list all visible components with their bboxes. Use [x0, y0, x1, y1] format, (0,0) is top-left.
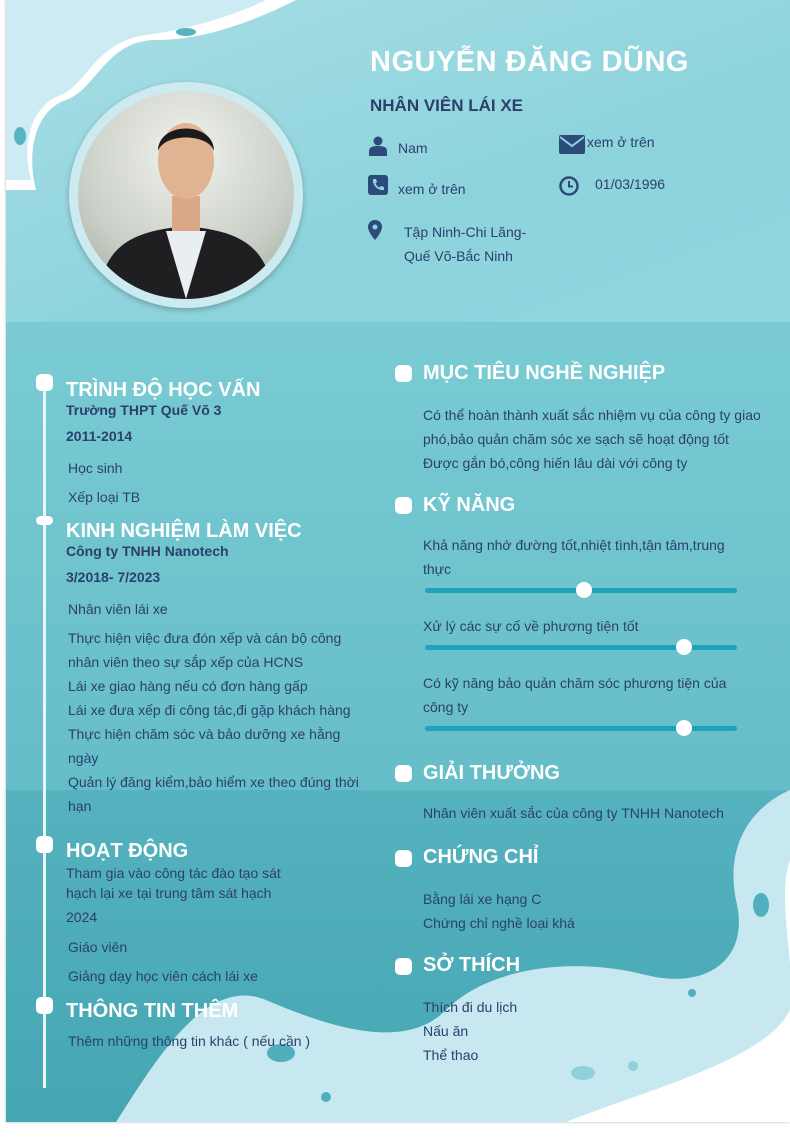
skill-level-knob	[576, 582, 592, 598]
list-item: Giáo viên	[68, 939, 128, 955]
skill-label: thực	[423, 561, 452, 577]
birthdate-value: 01/03/1996	[595, 176, 666, 192]
hobbies-section	[423, 954, 773, 1067]
email-value: xem ở trên	[587, 134, 655, 150]
skill-level-knob	[676, 639, 692, 655]
extra-text: Thêm những thông tin khác ( nếu cần )	[68, 1033, 311, 1049]
objective-line: phó,bảo quản chăm sóc xe sạch sẽ hoạt động tốt	[423, 431, 729, 447]
list-item: Thực hiện chăm sóc và bảo dưỡng xe hằng	[68, 726, 341, 742]
list-item: Nấu ăn	[423, 1023, 469, 1039]
timeline-dot	[36, 516, 53, 525]
activities-section	[66, 840, 366, 988]
list-item: Bằng lái xe hạng C	[423, 891, 542, 907]
email-info	[559, 134, 655, 154]
list-item: hạn	[68, 798, 92, 814]
section-dot	[395, 958, 412, 975]
section-title: KINH NGHIỆM LÀM VIỆC	[66, 520, 302, 542]
skill-item	[423, 671, 763, 719]
education-period: 2011-2014	[66, 428, 133, 444]
section-title: CHỨNG CHỈ	[423, 846, 539, 868]
timeline-line	[43, 378, 46, 1088]
list-item: Lái xe đưa xếp đi công tác,đi gặp khách hàng	[68, 702, 351, 718]
activity-description: Tham gia vào công tác đào tạo sát	[66, 865, 281, 881]
user-icon	[368, 136, 388, 156]
section-dot	[395, 765, 412, 782]
list-item: Thích đi du lịch	[423, 999, 518, 1015]
education-section	[66, 379, 376, 509]
skill-item	[423, 533, 763, 581]
skill-level-knob	[676, 720, 692, 736]
candidate-name: NGUYỄN ĐĂNG DŨNG	[370, 46, 689, 78]
activity-description: hạch lại xe tại trung tâm sát hạch	[66, 885, 272, 901]
address-line-2: Quế Võ-Bắc Ninh	[404, 248, 513, 264]
phone-info	[368, 175, 466, 197]
experience-section	[66, 520, 366, 818]
skill-level-bar	[425, 645, 737, 650]
list-item: Thực hiện việc đưa đón xếp và cán bộ công	[68, 630, 342, 646]
skill-item	[423, 614, 763, 638]
section-title: HOẠT ĐỘNG	[66, 840, 189, 862]
objective-line: Được gắn bó,công hiến lâu dài với công ty	[423, 455, 688, 471]
school-name: Trường THPT Quế Võ 3	[66, 402, 222, 418]
skill-label: Xử lý các sự cố về phương tiện tốt	[423, 618, 639, 634]
skill-label: công ty	[423, 699, 469, 715]
section-dot	[395, 850, 412, 867]
timeline-dot	[36, 374, 53, 391]
location-pin-icon	[368, 220, 382, 240]
section-title: KỸ NĂNG	[423, 494, 516, 516]
birthdate-info	[559, 176, 665, 196]
skill-label: Khả năng nhớ đường tốt,nhiệt tình,tận tâm,trung	[423, 537, 725, 553]
profile-photo	[69, 82, 303, 308]
job-title: NHÂN VIÊN LÁI XE	[370, 96, 524, 115]
skill-level-bar	[425, 588, 737, 593]
address-line-1: Tập Ninh-Chi Lăng-	[404, 224, 527, 240]
activity-year: 2024	[66, 909, 98, 925]
gender-value: Nam	[398, 140, 428, 156]
list-item: Lái xe giao hàng nếu có đơn hàng gấp	[68, 678, 308, 694]
list-item: ngày	[68, 750, 99, 766]
list-item: Học sinh	[68, 460, 123, 476]
experience-period: 3/2018- 7/2023	[66, 569, 161, 585]
list-item: Quản lý đăng kiểm,bảo hiểm xe theo đúng thời	[68, 774, 359, 790]
envelope-icon	[559, 134, 585, 154]
gender-info	[368, 136, 428, 156]
phone-icon	[368, 175, 388, 195]
section-dot	[395, 365, 412, 382]
person-portrait	[78, 91, 294, 299]
address-info	[368, 220, 526, 268]
clock-icon	[559, 176, 579, 196]
company-name: Công ty TNHH Nanotech	[66, 543, 229, 559]
certificates-section	[423, 846, 773, 935]
skill-label: Có kỹ năng bảo quản chăm sóc phương tiện của	[423, 675, 727, 691]
section-dot	[395, 497, 412, 514]
section-title: MỤC TIÊU NGHỀ NGHIỆP	[423, 362, 666, 384]
position: Nhân viên lái xe	[68, 601, 168, 617]
list-item: nhân viên theo sự sắp xếp của HCNS	[68, 654, 304, 670]
section-title: THÔNG TIN THÊM	[66, 1000, 239, 1022]
list-item: Giảng dạy học viên cách lái xe	[68, 968, 258, 984]
list-item: Xếp loại TB	[68, 489, 141, 505]
section-title: TRÌNH ĐỘ HỌC VẤN	[66, 379, 261, 401]
objective-section	[423, 362, 773, 475]
timeline-dot	[36, 997, 53, 1014]
list-item: Thể thao	[423, 1047, 479, 1063]
objective-line: Có thể hoàn thành xuất sắc nhiệm vụ của công ty giao	[423, 407, 761, 423]
skill-level-bar	[425, 726, 737, 731]
list-item: Nhân viên xuất sắc của công ty TNHH Nanotech	[423, 805, 724, 821]
awards-section	[423, 762, 773, 825]
cv-page	[6, 0, 790, 1122]
extra-info-section	[66, 1000, 366, 1053]
timeline-dot	[36, 836, 53, 853]
list-item: Chứng chỉ nghề loại khá	[423, 915, 575, 931]
section-title: SỞ THÍCH	[423, 954, 521, 976]
phone-value: xem ở trên	[398, 181, 466, 197]
section-title: GIẢI THƯỞNG	[423, 762, 560, 784]
